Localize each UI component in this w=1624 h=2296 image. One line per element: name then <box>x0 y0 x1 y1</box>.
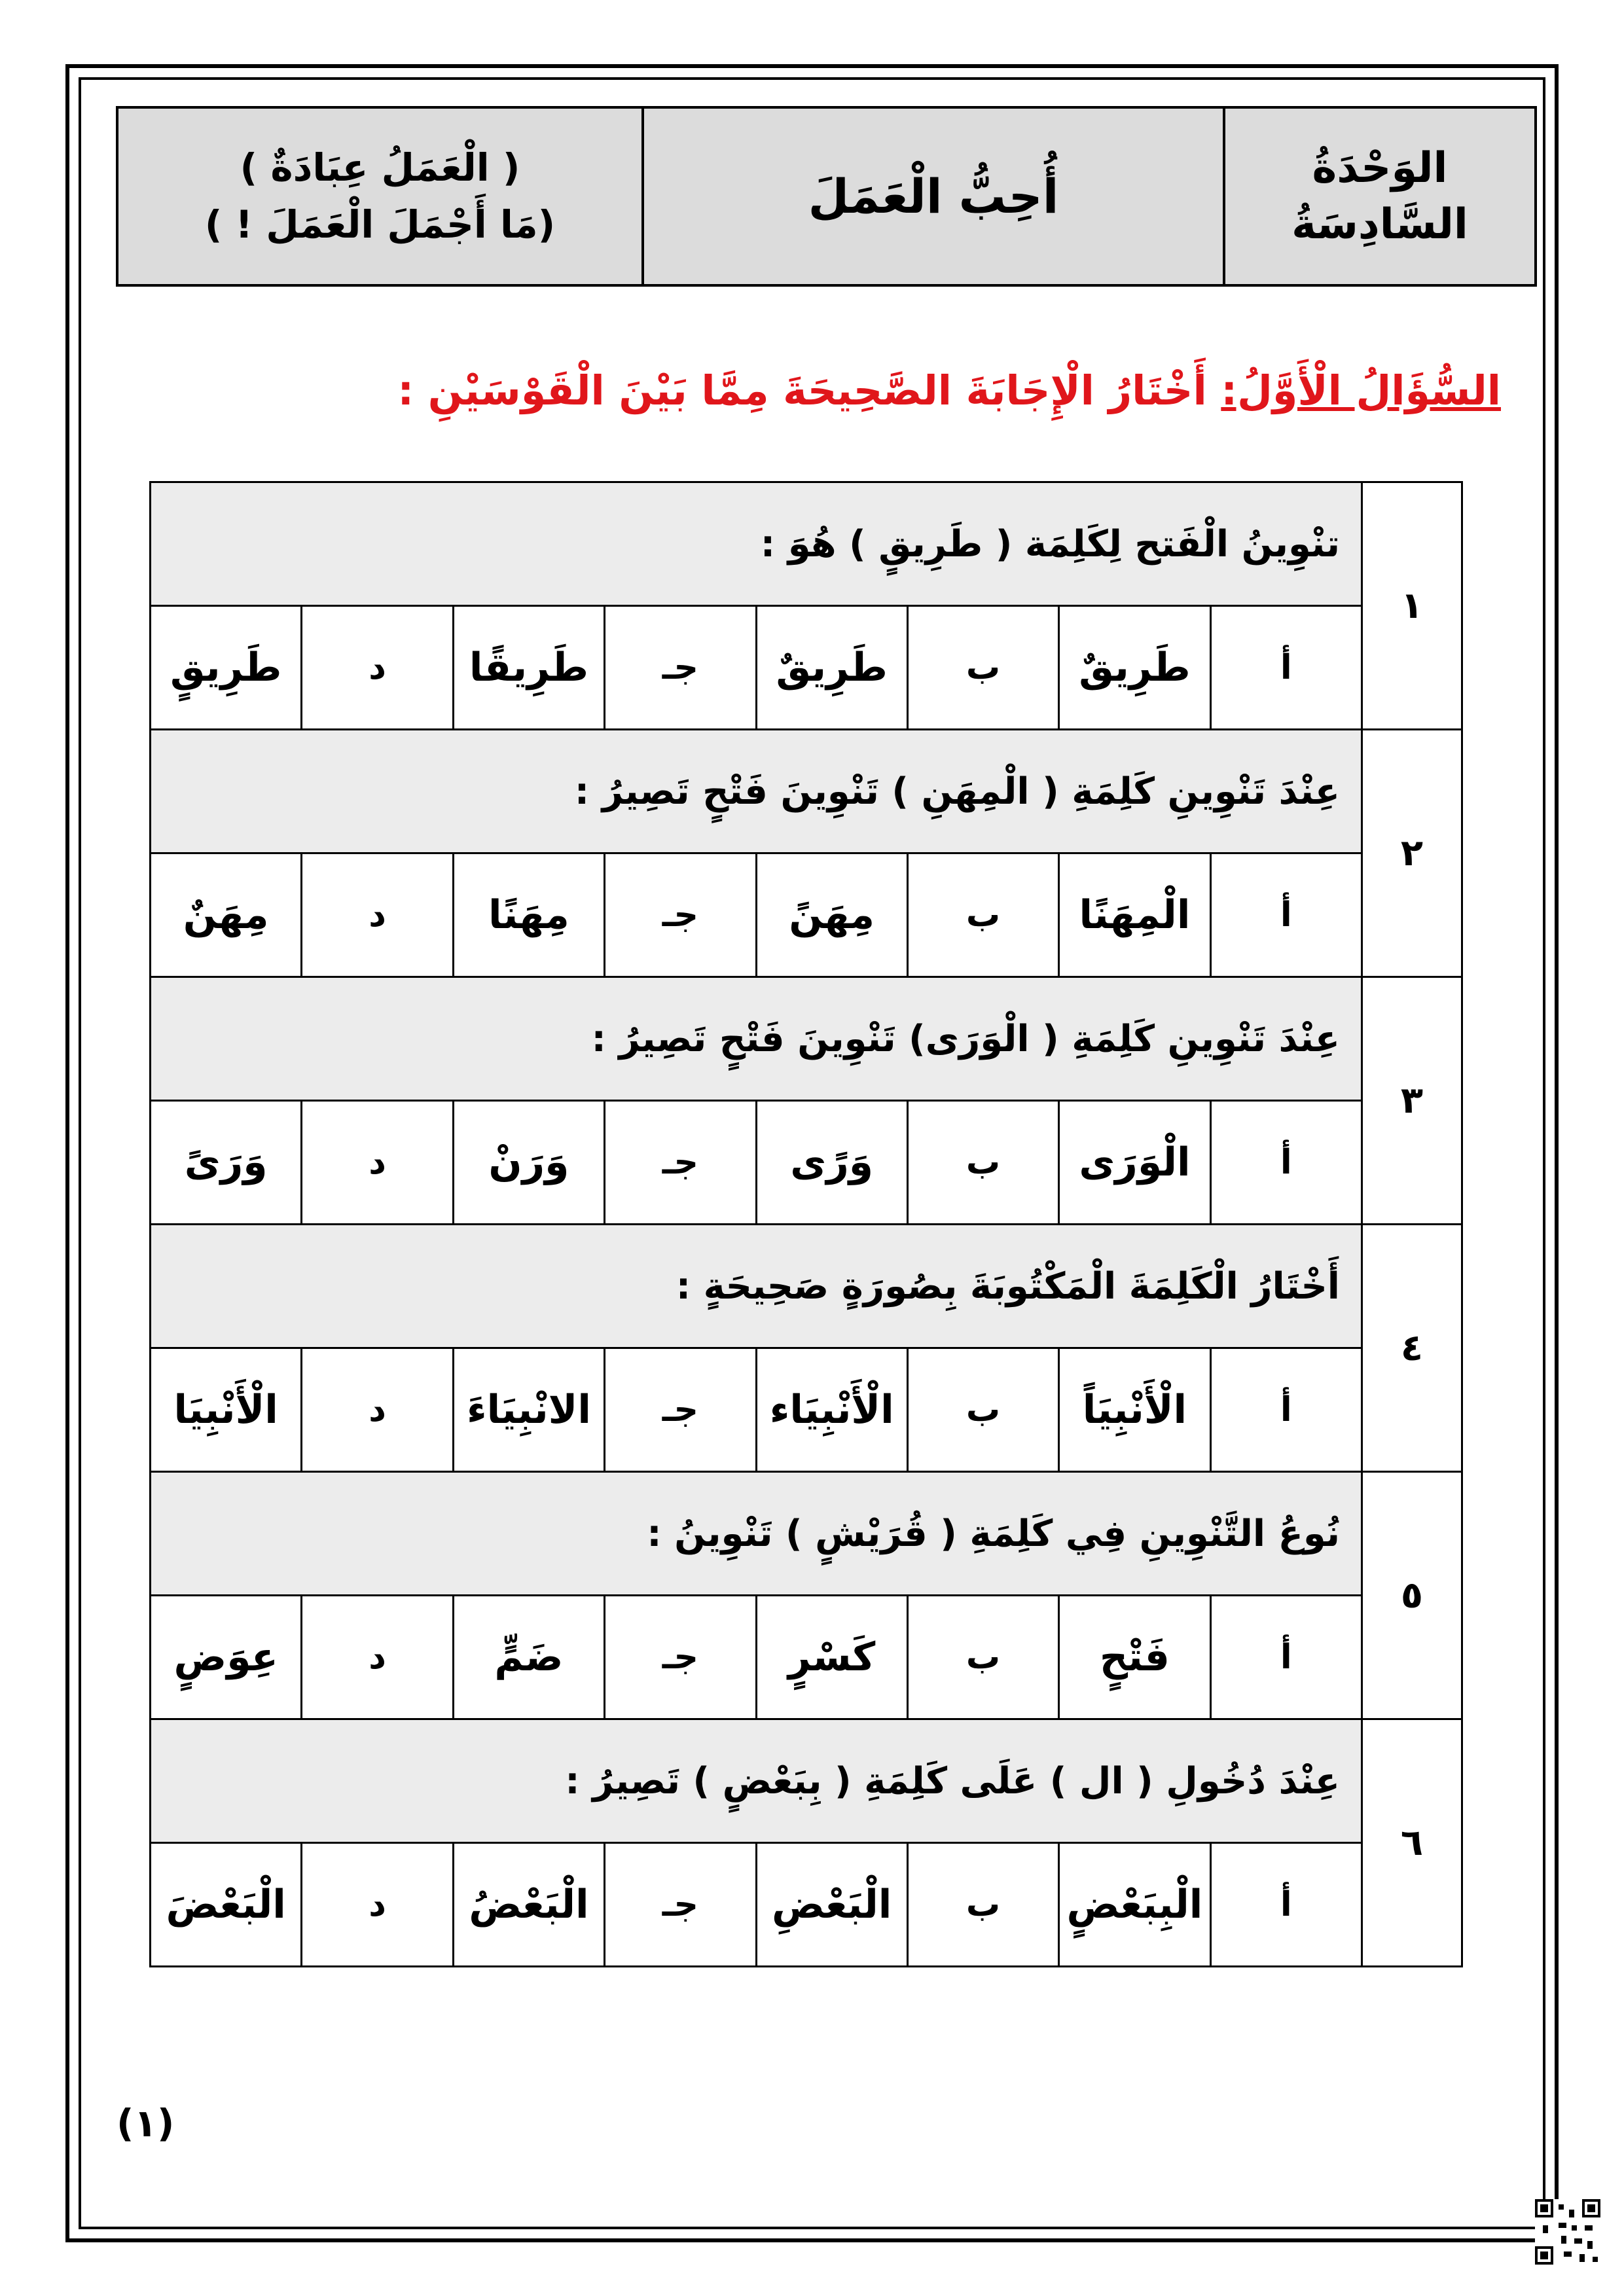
option-letter-b: ب <box>907 606 1058 730</box>
option-choice-c[interactable]: الْبَعْضُ <box>453 1843 604 1967</box>
question-number: ٥ <box>1362 1472 1462 1719</box>
option-letter-c: جـ <box>605 1101 756 1225</box>
unit-line2: السَّادِسَةُ <box>1291 200 1468 249</box>
options-row <box>151 1348 1462 1472</box>
option-choice-d[interactable]: وَرَىً <box>151 1101 302 1225</box>
option-letter-b: ب <box>907 853 1058 977</box>
option-letter-b: ب <box>907 1348 1058 1472</box>
option-choice-b[interactable]: مِهَنً <box>756 853 907 977</box>
question-number: ١ <box>1362 482 1462 730</box>
question-label: السُّؤَالُ الْأَوَّلُ: <box>1221 367 1501 414</box>
option-letter-c: جـ <box>605 1843 756 1967</box>
option-choice-b[interactable]: كَسْرٍ <box>756 1596 907 1719</box>
option-choice-d[interactable]: الْبَعْضَ <box>151 1843 302 1967</box>
question-stem-row <box>151 1225 1462 1348</box>
options-row <box>151 1843 1462 1967</box>
unit-line1: الوَحْدَةُ <box>1312 143 1448 192</box>
option-letter-b: ب <box>907 1101 1058 1225</box>
option-letter-a: أ <box>1210 853 1362 977</box>
options-row <box>151 606 1462 730</box>
question-stem-row <box>151 1719 1462 1843</box>
option-choice-c[interactable]: طَرِيقًا <box>453 606 604 730</box>
header-table <box>116 106 1537 287</box>
option-choice-d[interactable]: الْأَنْبِيَا <box>151 1348 302 1472</box>
question-stem: تنْوِينُ الْفَتح لِكَلِمَة ( طَرِيقٍ ) هُوَ : <box>151 482 1362 606</box>
themes-cell <box>118 109 641 284</box>
option-letter-c: جـ <box>605 606 756 730</box>
option-choice-b[interactable]: طَرِيقٌ <box>756 606 907 730</box>
question-stem: عِنْدَ تَنْوِينِ كَلِمَةِ ( الْوَرَى) تَنْوِينَ فَتْحٍ تَصِيرُ : <box>151 977 1362 1101</box>
option-letter-a: أ <box>1210 1348 1362 1472</box>
option-choice-a[interactable]: طَرِيقٌ <box>1059 606 1210 730</box>
option-choice-b[interactable]: الْبَعْضِ <box>756 1843 907 1967</box>
question-stem: عِنْدَ تَنْوِينِ كَلِمَةِ ( الْمِهَنِ ) تَنْوِينَ فَتْحٍ تَصِيرُ : <box>151 730 1362 853</box>
option-choice-a[interactable]: فَتْحٍ <box>1059 1596 1210 1719</box>
option-choice-a[interactable]: الْبِبَعْضٍ <box>1059 1843 1210 1967</box>
option-choice-a[interactable]: الْأَنْبِيَاً <box>1059 1348 1210 1472</box>
option-choice-d[interactable]: مِهَنٌ <box>151 853 302 977</box>
unit-cell <box>1223 109 1534 284</box>
option-choice-c[interactable]: ضَمٍّ <box>453 1596 604 1719</box>
question-stem-row <box>151 977 1462 1101</box>
option-letter-c: جـ <box>605 853 756 977</box>
option-choice-b[interactable]: الْأَنْبِيَاء <box>756 1348 907 1472</box>
option-letter-b: ب <box>907 1843 1058 1967</box>
option-letter-d: د <box>302 1596 453 1719</box>
options-row <box>151 853 1462 977</box>
question-text: أَخْتَارُ الْإِجَابَةَ الصَّحِيحَةَ مِمَّا بَيْنَ الْقَوْسَيْنِ : <box>397 367 1207 414</box>
option-letter-a: أ <box>1210 1101 1362 1225</box>
option-choice-a[interactable]: الْوَرَى <box>1059 1101 1210 1225</box>
option-letter-b: ب <box>907 1596 1058 1719</box>
question-stem: عِنْدَ دُخُولِ ( ال ) عَلَى كَلِمَةِ ( بِبَعْضٍ ) تَصِيرُ : <box>151 1719 1362 1843</box>
option-letter-c: جـ <box>605 1596 756 1719</box>
option-letter-d: د <box>302 853 453 977</box>
options-row <box>151 1101 1462 1225</box>
option-letter-d: د <box>302 1348 453 1472</box>
question-number: ٢ <box>1362 730 1462 977</box>
option-choice-c[interactable]: الانْبِيَاءَ <box>453 1348 604 1472</box>
option-letter-a: أ <box>1210 1843 1362 1967</box>
option-choice-d[interactable]: عِوَضٍ <box>151 1596 302 1719</box>
question-number: ٤ <box>1362 1225 1462 1472</box>
theme2: (مَا أَجْمَلَ الْعَمَلَ ! ) <box>204 202 556 247</box>
option-choice-c[interactable]: وَرَنْ <box>453 1101 604 1225</box>
question-stem-row <box>151 482 1462 606</box>
page-number: (١) <box>117 2101 175 2145</box>
question-number: ٣ <box>1362 977 1462 1225</box>
option-letter-a: أ <box>1210 1596 1362 1719</box>
lesson-title: أُحِبُّ الْعَمَلَ <box>641 109 1223 284</box>
option-letter-a: أ <box>1210 606 1362 730</box>
qr-code-icon <box>1535 2199 1600 2265</box>
option-choice-c[interactable]: مِهَنًا <box>453 853 604 977</box>
theme1: ( الْعَمَلُ عِبَادَةٌ ) <box>240 145 520 190</box>
question-heading <box>397 367 1501 414</box>
question-stem: أَخْتَارُ الْكَلِمَةَ الْمَكْتُوبَةَ بِصُورَةٍ صَحِيحَةٍ : <box>151 1225 1362 1348</box>
question-number: ٦ <box>1362 1719 1462 1967</box>
option-letter-d: د <box>302 1843 453 1967</box>
question-stem-row <box>151 730 1462 853</box>
option-letter-d: د <box>302 606 453 730</box>
question-stem: نُوعُ التَّنْوِينِ فِي كَلِمَةِ ( قُرَيْشٍ ) تَنْوِينُ : <box>151 1472 1362 1596</box>
option-letter-c: جـ <box>605 1348 756 1472</box>
option-choice-b[interactable]: وَرًى <box>756 1101 907 1225</box>
option-choice-a[interactable]: الْمِهَنًا <box>1059 853 1210 977</box>
questions-table <box>149 481 1463 1967</box>
option-letter-d: د <box>302 1101 453 1225</box>
question-stem-row <box>151 1472 1462 1596</box>
options-row <box>151 1596 1462 1719</box>
option-choice-d[interactable]: طَرِيقٍ <box>151 606 302 730</box>
